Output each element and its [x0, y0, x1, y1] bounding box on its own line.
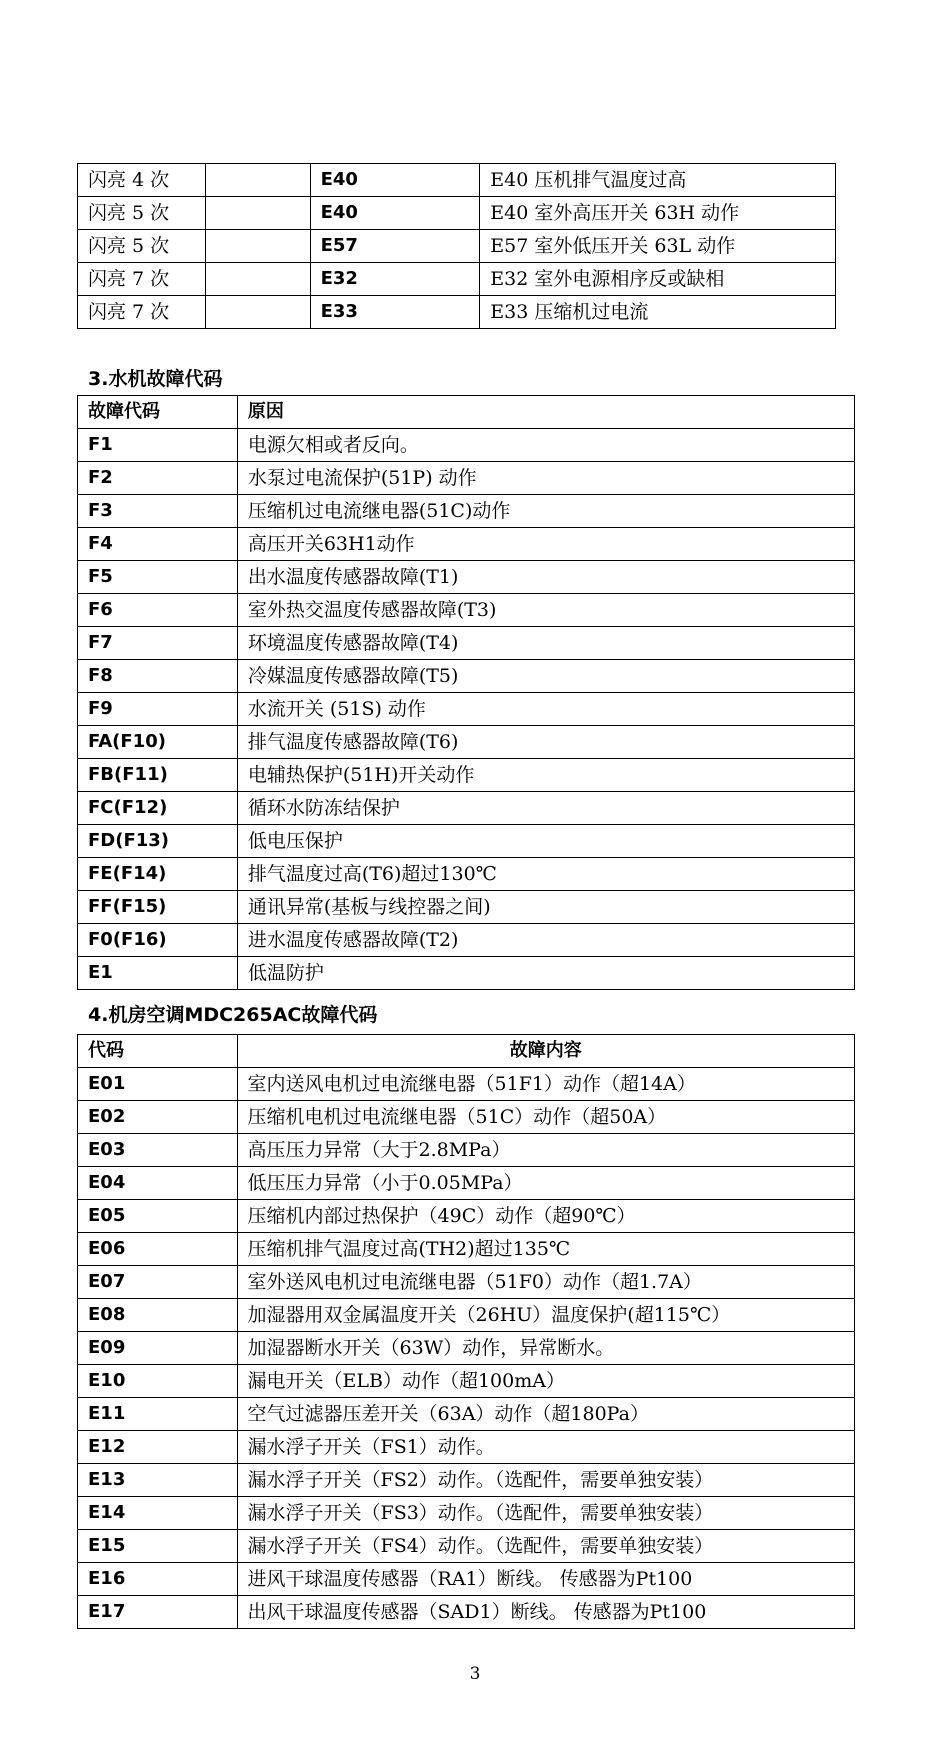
table-row	[78, 1530, 855, 1563]
fault-code-cell: FC(F12)	[78, 792, 238, 825]
fault-code-cell: E16	[78, 1563, 238, 1596]
fault-description-cell: 漏水浮子开关（FS1）动作。	[237, 1431, 854, 1464]
fault-description-cell: 漏水浮子开关（FS4）动作。（选配件，需要单独安装）	[237, 1530, 854, 1563]
fault-description-cell: 室外送风电机过电流继电器（51F0）动作（超1.7A）	[237, 1266, 854, 1299]
fault-description-cell: 漏水浮子开关（FS2）动作。（选配件，需要单独安装）	[237, 1464, 854, 1497]
fault-description-cell: 高压压力异常（大于2.8MPa）	[237, 1134, 854, 1167]
fault-description-cell: 空气过滤器压差开关（63A）动作（超180Pa）	[237, 1398, 854, 1431]
table-row	[78, 1200, 855, 1233]
table-row	[78, 825, 855, 858]
page-number: 3	[469, 1664, 481, 1684]
fault-code-cell: E14	[78, 1497, 238, 1530]
fault-description-cell: 通讯异常(基板与线控器之间)	[237, 891, 854, 924]
table-header-row	[78, 396, 855, 429]
table-row	[78, 1398, 855, 1431]
fault-description-cell: 加湿器用双金属温度开关（26HU）温度保护(超115℃）	[237, 1299, 854, 1332]
table-row	[78, 429, 855, 462]
fault-code-cell: E11	[78, 1398, 238, 1431]
fault-description-cell: 冷媒温度传感器故障(T5)	[237, 660, 854, 693]
fault-description-cell: 电辅热保护(51H)开关动作	[237, 759, 854, 792]
blank-cell	[205, 263, 310, 296]
table-header-row	[78, 1035, 855, 1068]
blank-cell	[205, 164, 310, 197]
table-row	[78, 462, 855, 495]
fault-description-cell: 漏电开关（ELB）动作（超100mA）	[237, 1365, 854, 1398]
fault-code-cell: F0(F16)	[78, 924, 238, 957]
table-row	[78, 164, 836, 197]
fault-code-cell: F2	[78, 462, 238, 495]
indicator-fault-table	[77, 163, 836, 329]
header-code: 代码	[78, 1035, 238, 1068]
fault-code-cell: E13	[78, 1464, 238, 1497]
fault-description-cell: 水泵过电流保护(51P) 动作	[237, 462, 854, 495]
fault-description-cell: 高压开关63H1动作	[237, 528, 854, 561]
section-3-title: 3.水机故障代码	[88, 368, 223, 390]
fault-description-cell: 环境温度传感器故障(T4)	[237, 627, 854, 660]
table-row	[78, 1101, 855, 1134]
fault-description-cell: 低电压保护	[237, 825, 854, 858]
table-row	[78, 957, 855, 990]
fault-code-cell: F1	[78, 429, 238, 462]
flash-count-cell: 闪亮 5 次	[78, 230, 206, 263]
fault-code-cell: E06	[78, 1233, 238, 1266]
blank-cell	[205, 230, 310, 263]
fault-code-cell: E40	[310, 164, 480, 197]
fault-code-cell: E32	[310, 263, 480, 296]
fault-code-cell: E10	[78, 1365, 238, 1398]
fault-description-cell: E57 室外低压开关 63L 动作	[480, 230, 836, 263]
fault-description-cell: 压缩机排气温度过高(TH2)超过135℃	[237, 1233, 854, 1266]
fault-code-cell: F5	[78, 561, 238, 594]
fault-code-cell: E02	[78, 1101, 238, 1134]
fault-code-cell: FD(F13)	[78, 825, 238, 858]
blank-cell	[205, 197, 310, 230]
table-row	[78, 1167, 855, 1200]
fault-description-cell: 出风干球温度传感器（SAD1）断线。 传感器为Pt100	[237, 1596, 854, 1629]
table-row	[78, 296, 836, 329]
fault-code-cell: E57	[310, 230, 480, 263]
table-row	[78, 1497, 855, 1530]
fault-description-cell: E33 压缩机过电流	[480, 296, 836, 329]
fault-code-cell: E17	[78, 1596, 238, 1629]
fault-code-cell: FE(F14)	[78, 858, 238, 891]
fault-code-cell: FB(F11)	[78, 759, 238, 792]
fault-description-cell: 排气温度过高(T6)超过130℃	[237, 858, 854, 891]
fault-description-cell: 电源欠相或者反向。	[237, 429, 854, 462]
table-row	[78, 1068, 855, 1101]
table-row	[78, 858, 855, 891]
fault-code-cell: FF(F15)	[78, 891, 238, 924]
fault-code-cell: E03	[78, 1134, 238, 1167]
fault-description-cell: 低温防护	[237, 957, 854, 990]
flash-count-cell: 闪亮 7 次	[78, 263, 206, 296]
table-row	[78, 1266, 855, 1299]
table-row	[78, 693, 855, 726]
fault-code-cell: E12	[78, 1431, 238, 1464]
fault-description-cell: 进水温度传感器故障(T2)	[237, 924, 854, 957]
table-row	[78, 1233, 855, 1266]
fault-code-cell: F6	[78, 594, 238, 627]
fault-description-cell: 漏水浮子开关（FS3）动作。（选配件，需要单独安装）	[237, 1497, 854, 1530]
table-row	[78, 759, 855, 792]
fault-description-cell: 水流开关 (51S) 动作	[237, 693, 854, 726]
table-row	[78, 891, 855, 924]
flash-count-cell: 闪亮 5 次	[78, 197, 206, 230]
fault-code-cell: E01	[78, 1068, 238, 1101]
fault-description-cell: 室外热交温度传感器故障(T3)	[237, 594, 854, 627]
fault-code-cell: E07	[78, 1266, 238, 1299]
table-row	[78, 660, 855, 693]
fault-description-cell: 出水温度传感器故障(T1)	[237, 561, 854, 594]
blank-cell	[205, 296, 310, 329]
flash-count-cell: 闪亮 4 次	[78, 164, 206, 197]
table-row	[78, 1464, 855, 1497]
fault-description-cell: 进风干球温度传感器（RA1）断线。 传感器为Pt100	[237, 1563, 854, 1596]
table-row	[78, 792, 855, 825]
water-chiller-fault-table	[77, 395, 855, 990]
table-row	[78, 1365, 855, 1398]
table-row	[78, 230, 836, 263]
fault-code-cell: F4	[78, 528, 238, 561]
fault-description-cell: E40 室外高压开关 63H 动作	[480, 197, 836, 230]
flash-count-cell: 闪亮 7 次	[78, 296, 206, 329]
header-fault-code: 故障代码	[78, 396, 238, 429]
table-row	[78, 1332, 855, 1365]
fault-description-cell: E32 室外电源相序反或缺相	[480, 263, 836, 296]
fault-description-cell: E40 压机排气温度过高	[480, 164, 836, 197]
table-row	[78, 561, 855, 594]
table-row	[78, 924, 855, 957]
table-row	[78, 528, 855, 561]
fault-description-cell: 压缩机过电流继电器(51C)动作	[237, 495, 854, 528]
table-row	[78, 495, 855, 528]
table-row	[78, 1134, 855, 1167]
fault-description-cell: 低压压力异常（小于0.05MPa）	[237, 1167, 854, 1200]
table-row	[78, 726, 855, 759]
table-row	[78, 1596, 855, 1629]
fault-code-cell: FA(F10)	[78, 726, 238, 759]
fault-code-cell: E1	[78, 957, 238, 990]
fault-description-cell: 循环水防冻结保护	[237, 792, 854, 825]
table-row	[78, 1431, 855, 1464]
fault-code-cell: E04	[78, 1167, 238, 1200]
fault-code-cell: E15	[78, 1530, 238, 1563]
fault-code-cell: E08	[78, 1299, 238, 1332]
fault-description-cell: 压缩机内部过热保护（49C）动作（超90℃）	[237, 1200, 854, 1233]
fault-code-cell: E05	[78, 1200, 238, 1233]
table-row	[78, 594, 855, 627]
table-row	[78, 1299, 855, 1332]
table-row	[78, 1563, 855, 1596]
fault-code-cell: E09	[78, 1332, 238, 1365]
fault-code-cell: F9	[78, 693, 238, 726]
fault-description-cell: 排气温度传感器故障(T6)	[237, 726, 854, 759]
section-4-title: 4.机房空调MDC265AC故障代码	[88, 1004, 378, 1026]
fault-code-cell: E33	[310, 296, 480, 329]
fault-code-cell: E40	[310, 197, 480, 230]
fault-description-cell: 压缩机电机过电流继电器（51C）动作（超50A）	[237, 1101, 854, 1134]
fault-code-cell: F8	[78, 660, 238, 693]
machine-room-ac-fault-table	[77, 1034, 855, 1629]
fault-description-cell: 室内送风电机过电流继电器（51F1）动作（超14A）	[237, 1068, 854, 1101]
fault-description-cell: 加湿器断水开关（63W）动作，异常断水。	[237, 1332, 854, 1365]
header-fault-content: 故障内容	[237, 1035, 854, 1068]
fault-code-cell: F7	[78, 627, 238, 660]
fault-code-cell: F3	[78, 495, 238, 528]
table-row	[78, 263, 836, 296]
header-cause: 原因	[237, 396, 854, 429]
table-row	[78, 627, 855, 660]
table-row	[78, 197, 836, 230]
